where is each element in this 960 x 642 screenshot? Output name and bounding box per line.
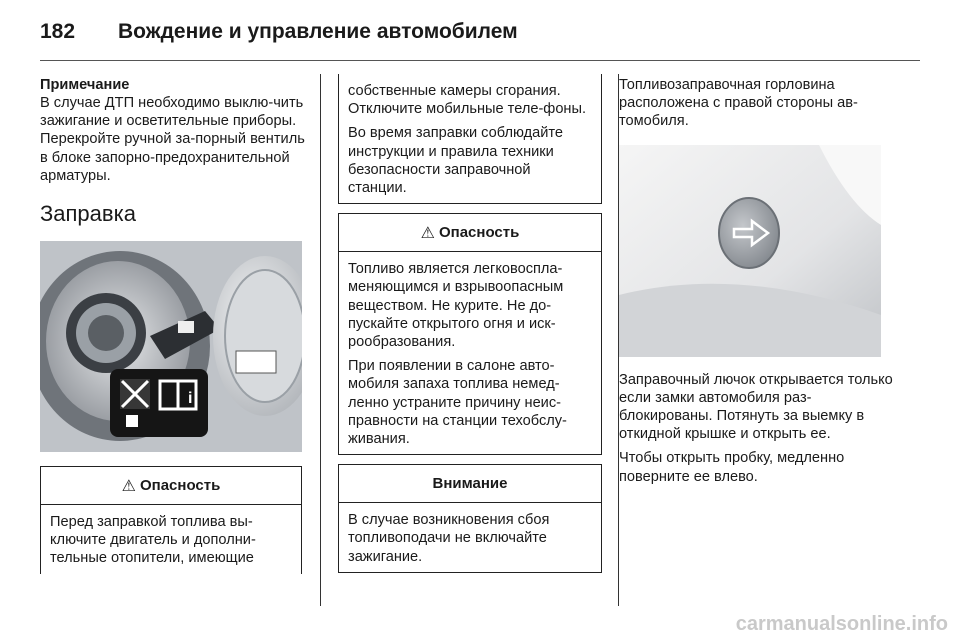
fuel-flap-photo bbox=[619, 145, 881, 357]
caution-box-body bbox=[339, 503, 601, 572]
page-number: 182 bbox=[40, 20, 76, 43]
note-title: Примечание bbox=[40, 77, 130, 93]
flap-opening-text: Заправочный лючок открывается только если замки автомобиля раз-блокированы. Потянуть за выемку в откидной крышке и открыть ее. bbox=[619, 371, 893, 443]
header-rule bbox=[40, 60, 920, 61]
danger-box-title: Опасность bbox=[438, 224, 520, 242]
column-divider bbox=[320, 74, 321, 606]
filler-location-text: Топливозаправочная горловина расположена с правой стороны ав-томобиля. bbox=[619, 77, 858, 130]
caution-text: В случае возникновения сбоя топливоподачи не включайте зажигание. bbox=[348, 512, 550, 565]
continued-text-2: Во время заправки соблюдайте инструкции и правила техники безопасности заправочной станции. bbox=[348, 125, 564, 197]
svg-text:i: i bbox=[188, 390, 193, 408]
caution-box bbox=[338, 464, 602, 573]
danger-box-header bbox=[41, 467, 301, 505]
caution-box-header bbox=[339, 465, 601, 503]
column-2 bbox=[338, 76, 602, 573]
danger-text-1: Топливо является легковоспла-меняющимся и взрывоопасным веществом. Не курите. Не до-пускайте открытого огня и иск-рообразования. bbox=[348, 261, 564, 351]
fuel-flap-illustration bbox=[619, 145, 881, 357]
section-title: Заправка bbox=[40, 201, 136, 227]
column-1 bbox=[40, 76, 305, 574]
continued-danger-body bbox=[339, 74, 601, 203]
warning-triangle-icon: ⚠ bbox=[420, 224, 435, 242]
note-text: В случае ДТП необходимо выклю-чить зажигание и осветительные приборы. Перекройте ручной за-порный вентиль в блоке запорно-предохранительной арматуры. bbox=[40, 95, 305, 184]
danger-box-body bbox=[41, 505, 301, 574]
page-title: Вождение и управление автомобилем bbox=[118, 20, 518, 43]
fuel-filler-illustration bbox=[40, 241, 302, 452]
cap-opening-text: Чтобы открыть пробку, медленно поверните ее влево. bbox=[619, 450, 845, 485]
watermark: carmanualsonline.info bbox=[735, 613, 948, 635]
fuel-filler-photo bbox=[40, 241, 302, 452]
danger-box-body bbox=[339, 252, 601, 454]
continued-text-1: собственные камеры сгорания. Отключите мобильные теле-фоны. bbox=[348, 83, 587, 118]
page-header bbox=[40, 10, 518, 54]
danger-box-header bbox=[339, 214, 601, 252]
danger-text: Перед заправкой топлива вы-ключите двигатель и дополни-тельные отопители, имеющие bbox=[50, 514, 256, 567]
danger-box bbox=[338, 213, 602, 455]
danger-box bbox=[40, 466, 302, 574]
danger-text-2: При появлении в салоне авто-мобиля запаха топлива немед-ленно устраните причину неис-правности на станции техобслу-живания. bbox=[348, 358, 567, 448]
continued-danger-box bbox=[338, 74, 602, 204]
danger-box-title: Опасность bbox=[139, 477, 221, 495]
caution-box-title: Внимание bbox=[432, 475, 508, 493]
warning-triangle-icon: ⚠ bbox=[121, 477, 136, 495]
column-3 bbox=[619, 76, 904, 486]
